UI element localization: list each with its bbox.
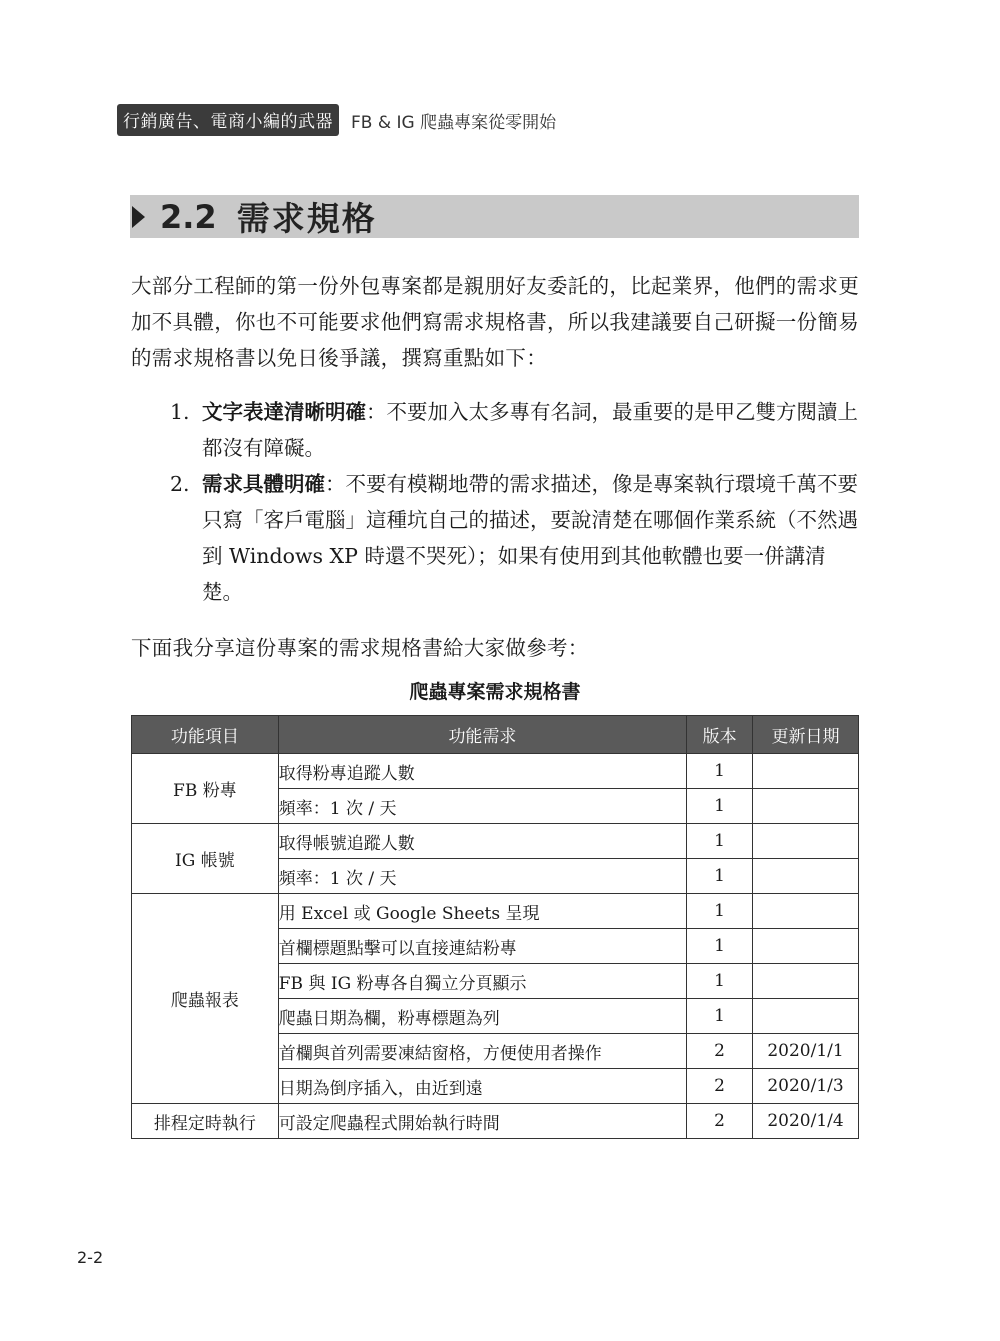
- requirement-cell: 可設定爬蟲程式開始執行時間: [278, 1104, 686, 1139]
- list-term: 文字表達清晰明確: [202, 400, 366, 424]
- table-row: [132, 1104, 859, 1139]
- outro-paragraph: 下面我分享這份專案的需求規格書給大家做參考：: [131, 636, 589, 660]
- running-header: [117, 106, 556, 134]
- requirement-cell: 爬蟲日期為欄，粉專標題為列: [278, 999, 686, 1034]
- table-header-row: [132, 716, 859, 754]
- category-cell: FB 粉專: [132, 754, 279, 824]
- list-term: 需求具體明確: [202, 472, 325, 496]
- intro-paragraph: 大部分工程師的第一份外包專案都是親朋好友委託的，比起業界，他們的需求更加不具體，你也不可能要求他們寫需求規格書，所以我建議要自己研擬一份簡易的需求規格書以免日後爭議，撰寫重點如下：: [131, 274, 859, 370]
- date-cell: [753, 859, 859, 894]
- version-cell: 2: [687, 1104, 753, 1139]
- section-number: 2.2: [160, 197, 217, 236]
- list-text: ：不要有模糊地帶的需求描述，像是專案執行環境千萬不要只寫「客戶電腦」這種坑自己的描述，要說清楚在哪個作業系統（不然遇到 Windows XP 時還不哭死）；如果有使用到其他軟體也要一併講清楚。: [202, 472, 858, 604]
- table-row: [132, 754, 859, 789]
- category-cell: 爬蟲報表: [132, 894, 279, 1104]
- table-title: 爬蟲專案需求規格書: [409, 681, 581, 703]
- requirement-cell: 首欄與首列需要凍結窗格，方便使用者操作: [278, 1034, 686, 1069]
- list-item: [170, 466, 860, 610]
- date-cell: [753, 894, 859, 929]
- version-cell: 2: [687, 1034, 753, 1069]
- date-cell: [753, 754, 859, 789]
- version-cell: 1: [687, 964, 753, 999]
- requirement-cell: 取得帳號追蹤人數: [278, 824, 686, 859]
- version-cell: 1: [687, 789, 753, 824]
- version-cell: 1: [687, 754, 753, 789]
- list-number: 1.: [170, 400, 190, 424]
- category-cell: IG 帳號: [132, 824, 279, 894]
- version-cell: 1: [687, 929, 753, 964]
- triangle-right-icon: [132, 206, 145, 228]
- category-cell: 排程定時執行: [132, 1104, 279, 1139]
- list-item: [170, 394, 860, 466]
- requirement-cell: 頻率：1 次 / 天: [278, 789, 686, 824]
- date-cell: 2020/1/4: [753, 1104, 859, 1139]
- table-row: [132, 894, 859, 929]
- date-cell: [753, 964, 859, 999]
- version-cell: 2: [687, 1069, 753, 1104]
- date-cell: [753, 999, 859, 1034]
- header-category: 功能項目: [132, 716, 279, 754]
- date-cell: 2020/1/1: [753, 1034, 859, 1069]
- date-cell: [753, 929, 859, 964]
- list-body: [202, 466, 860, 610]
- date-cell: [753, 789, 859, 824]
- list-text: ：不要加入太多專有名詞，最重要的是甲乙雙方閱讀上都沒有障礙。: [202, 400, 858, 460]
- header-update-date: 更新日期: [753, 716, 859, 754]
- requirement-cell: 取得粉專追蹤人數: [278, 754, 686, 789]
- requirement-cell: 頻率：1 次 / 天: [278, 859, 686, 894]
- book-subtitle: FB & IG 爬蟲專案從零開始: [351, 112, 557, 133]
- spec-table: [131, 715, 859, 1139]
- header-requirement: 功能需求: [278, 716, 686, 754]
- list-body: [202, 394, 860, 466]
- page-number: 2-2: [77, 1248, 104, 1267]
- book-title-badge: 行銷廣告、電商小編的武器: [117, 104, 339, 136]
- requirement-cell: FB 與 IG 粉專各自獨立分頁顯示: [278, 964, 686, 999]
- requirement-cell: 首欄標題點擊可以直接連結粉專: [278, 929, 686, 964]
- version-cell: 1: [687, 894, 753, 929]
- header-version: 版本: [687, 716, 753, 754]
- version-cell: 1: [687, 859, 753, 894]
- version-cell: 1: [687, 824, 753, 859]
- key-points-list: [170, 394, 860, 610]
- version-cell: 1: [687, 999, 753, 1034]
- date-cell: 2020/1/3: [753, 1069, 859, 1104]
- section-heading: [130, 195, 859, 238]
- list-number: 2.: [170, 472, 190, 496]
- table-row: [132, 824, 859, 859]
- date-cell: [753, 824, 859, 859]
- requirement-cell: 日期為倒序插入，由近到遠: [278, 1069, 686, 1104]
- section-title: 需求規格: [236, 199, 377, 238]
- requirement-cell: 用 Excel 或 Google Sheets 呈現: [278, 894, 686, 929]
